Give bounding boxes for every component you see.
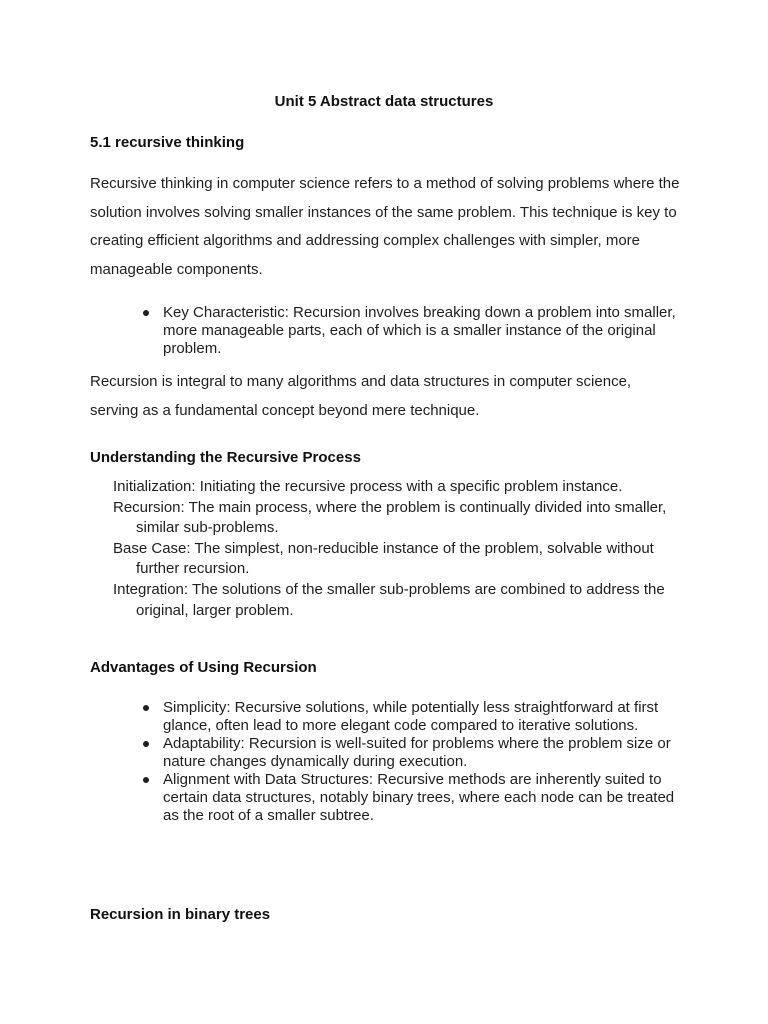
key-characteristic-list [163, 304, 683, 358]
advantages-list [163, 699, 683, 825]
advantage-data-structures: Alignment with Data Structures: Recursive methods are inherently suited to certain data structures, notably binary trees, where each node can be treated as the root of a smaller subtree. [163, 771, 683, 825]
advantages-heading: Advantages of Using Recursion [90, 659, 317, 676]
document-title: Unit 5 Abstract data structures [274, 93, 494, 110]
advantage-adaptability: Adaptability: Recursion is well-suited for problems where the problem size or nature changes dynamically during execution. [163, 735, 683, 771]
intro-paragraph: Recursive thinking in computer science refers to a method of solving problems where the solution involves solving smaller instances of the same problem. This technique is key to creating efficient algorithms and addressing complex challenges with simpler, more manageable components. [90, 175, 680, 279]
integral-paragraph: Recursion is integral to many algorithms and data structures in computer science, serving as a fundamental concept beyond mere technique. [90, 373, 632, 419]
list-item: Key Characteristic: Recursion involves breaking down a problem into smaller, more manageable parts, each of which is a smaller instance of the original problem. [163, 304, 683, 358]
process-steps-list [113, 477, 683, 621]
process-step-initialization: Initialization: Initiating the recursive process with a specific problem instance. [113, 478, 623, 495]
advantage-simplicity: Simplicity: Recursive solutions, while potentially less straightforward at first glance, often lead to more elegant code compared to iterative solutions. [163, 699, 683, 735]
process-step-recursion: Recursion: The main process, where the problem is continually divided into smaller, similar sub-problems. [113, 498, 667, 537]
process-step-integration: Integration: The solutions of the smaller sub-problems are combined to address the original, larger problem. [113, 580, 665, 619]
binary-trees-heading: Recursion in binary trees [90, 906, 271, 923]
process-step-base-case: Base Case: The simplest, non-reducible instance of the problem, solvable without further recursion. [113, 539, 654, 578]
section-heading: 5.1 recursive thinking [90, 134, 245, 151]
process-heading: Understanding the Recursive Process [90, 449, 361, 466]
